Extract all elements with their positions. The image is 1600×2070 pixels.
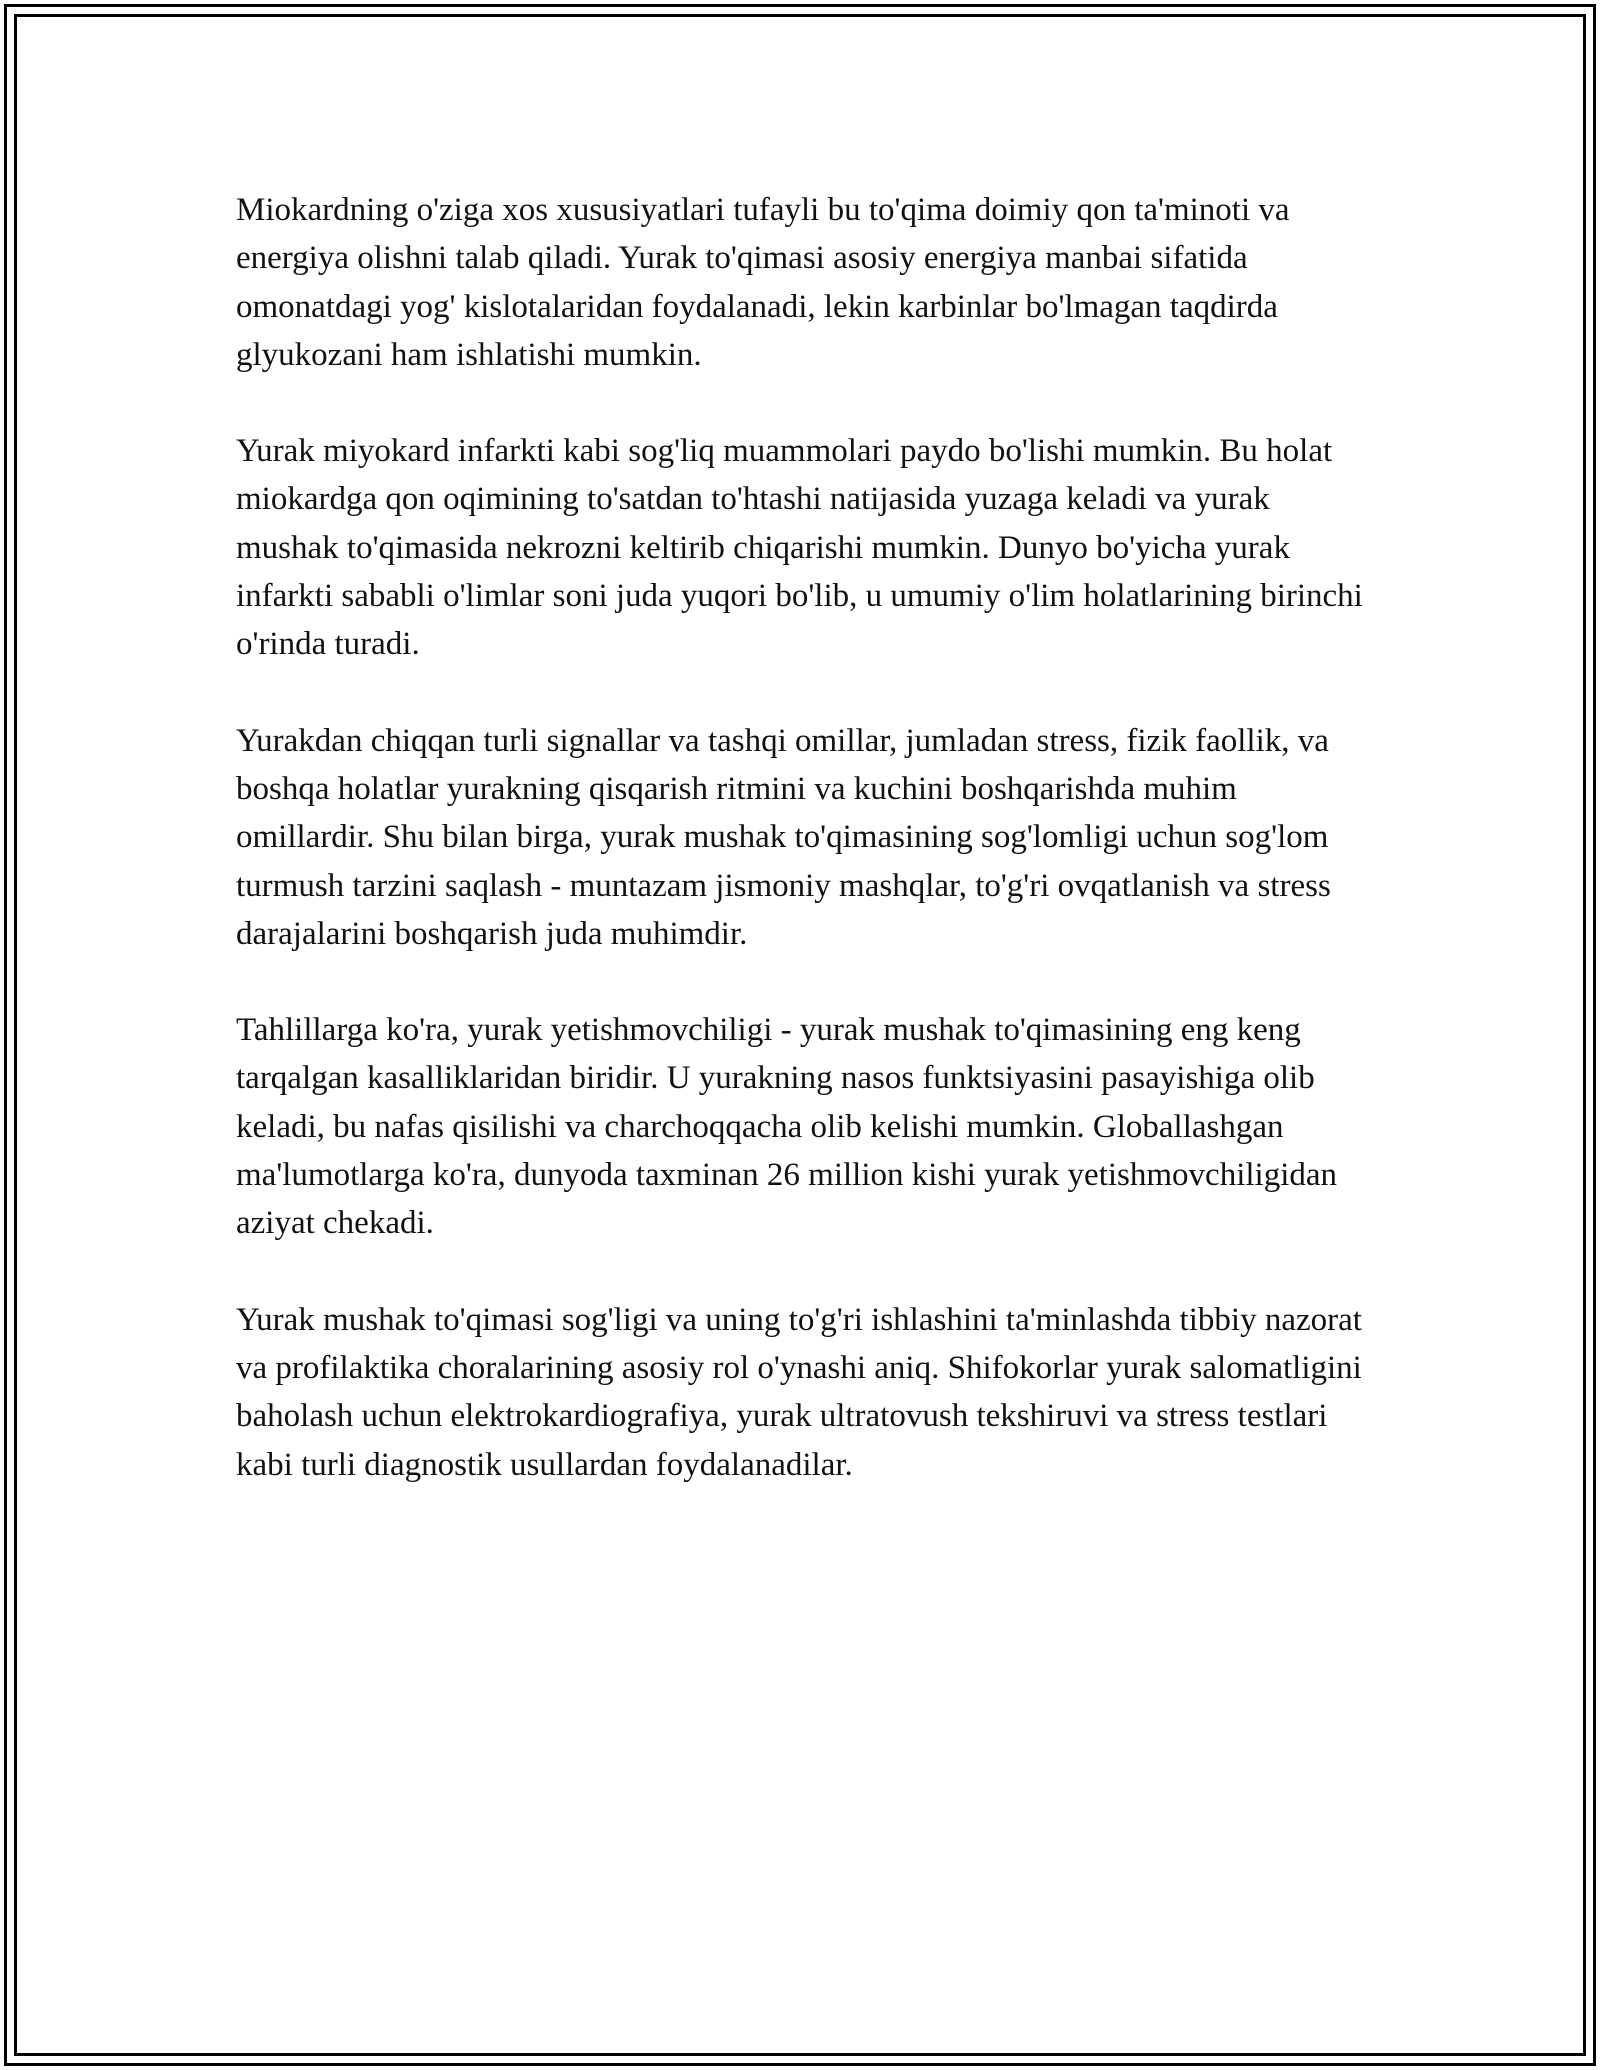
paragraph-diagnostics: Yurak mushak to'qimasi sog'ligi va uning to'g'ri ishlashini ta'minlashda tibbiy nazorat va profilaktika choralarining asosiy rol o'ynashi aniq. Shifokorlar yurak salomatligini baholash uchun elektrokardiografiya, yurak ultratovush tekshiruvi va stress testlari kabi turli diagnostik usullardan foydalanadilar. [236,1301,1362,1483]
paragraph-energy-supply: Miokardning o'ziga xos xususiyatlari tufayli bu to'qima doimiy qon ta'minoti va energiya olishni talab qiladi. Yurak to'qimasi asosiy energiya manbai sifatida omonatdagi yog' kislotalaridan foydalanadi, lekin karbinlar bo'lmagan taqdirda glyukozani ham ishlatishi mumkin. [236,192,1290,373]
paragraph-heart-regulation: Yurakdan chiqqan turli signallar va tashqi omillar, jumladan stress, fizik faollik, va boshqa holatlar yurakning qisqarish ritmini va kuchini boshqarishda muhim omillardir. Shu bilan birga, yurak mushak to'qimasining sog'lomligi uchun sog'lom turmush tarzini saqlash - muntazam jismoniy mashqlar, to'g'ri ovqatlanish va stress darajalarini boshqarish juda muhimdir. [236,722,1331,952]
paragraph-heart-failure: Tahlillarga ko'ra, yurak yetishmovchiligi - yurak mushak to'qimasining eng keng tarqalgan kasalliklaridan biridir. U yurakning nasos funktsiyasini pasayishiga olib keladi, bu nafas qisilishi va charchoqqacha olib kelishi mumkin. Globallashgan ma'lumotlarga ko'ra, dunyoda taxminan 26 million kishi yurak yetishmovchiligidan aziyat chekadi. [236,1012,1338,1242]
document-body [236,186,1366,1537]
paragraph-myocardial-infarction: Yurak miyokard infarkti kabi sog'liq muammolari paydo bo'lishi mumkin. Bu holat miokardga qon oqimining to'satdan to'htashi natijasida yuzaga keladi va yurak mushak to'qimasida nekrozni keltirib chiqarishi mumkin. Dunyo bo'yicha yurak infarkti sababli o'limlar soni juda yuqori bo'lib, u umumiy o'lim holatlarining birinchi o'rinda turadi. [236,433,1363,663]
